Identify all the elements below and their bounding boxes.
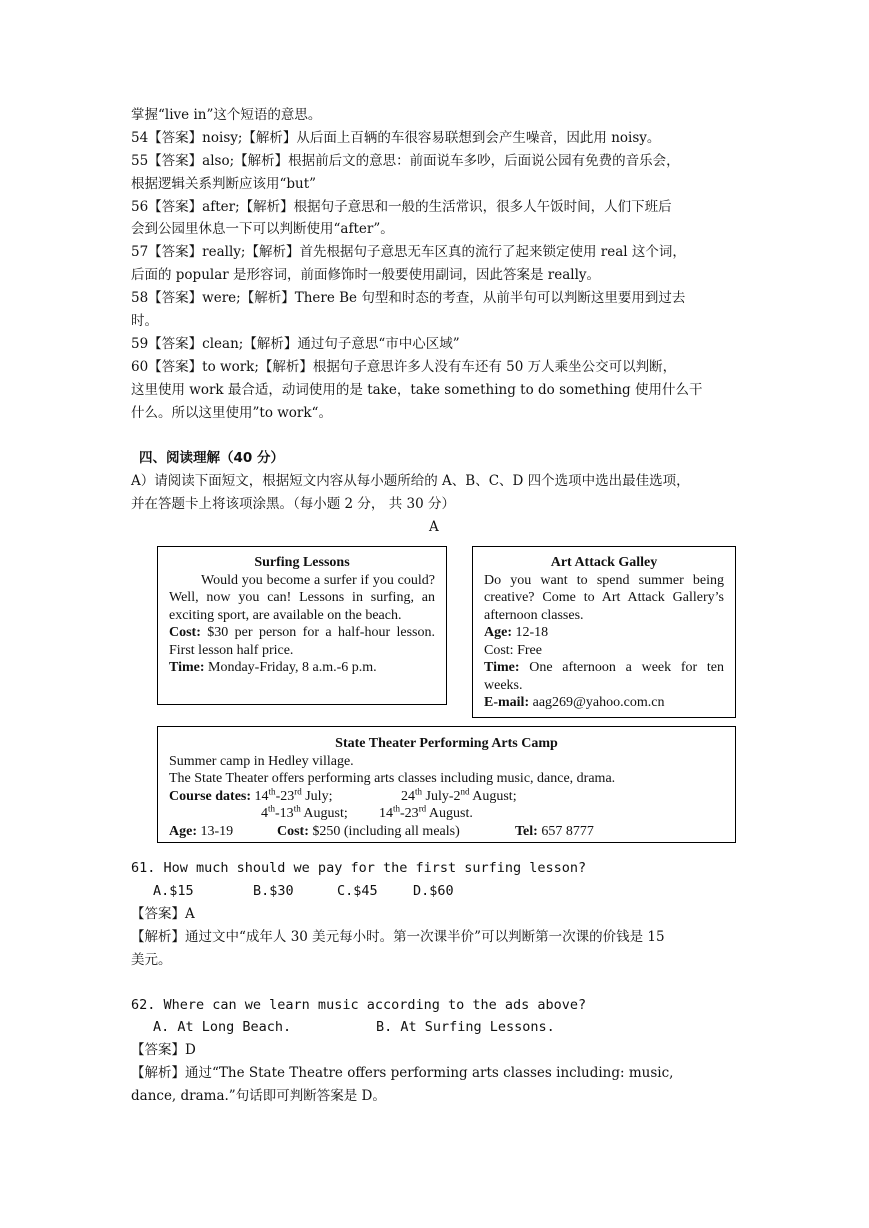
ad-age: Age: 12-18 [484,625,549,640]
text-line: 54【答案】noisy;【解析】从后面上百辆的车很容易联想到会产生噪音，因此用 noisy。 [131,130,661,146]
course-date: 4th-13th August; [261,803,348,821]
text-line: 57【答案】really;【解析】首先根据句子意思无车区真的流行了起来锁定使用 real 这个词， [131,244,686,260]
ad-body: Do you want to spend summer being creative? Come to Art Attack Gallery’s afternoon classes. [484,572,724,623]
answer-61: 【答案】A [131,906,195,922]
ad-surfing-lessons [157,546,447,705]
text-line: 掌握“live in”这个短语的意思。 [131,107,322,123]
analysis-62: dance, drama.”句话即可判断答案是 D。 [131,1088,386,1104]
text-line: 会到公园里休息一下可以判断使用“after”。 [131,221,394,237]
ad-title: State Theater Performing Arts Camp [335,736,558,751]
option-a: A. At Long Beach. [153,1019,292,1035]
passage-label: A [429,519,439,535]
ad-title: Surfing Lessons [254,555,350,570]
course-dates-row-1: Course dates: 14th-23rd July; 24th July-2nd August; [169,785,517,804]
ad-footer-row [169,823,724,841]
text-line: 这里使用 work 最合适，动词使用的是 take，take something to do something 使用什么干 [131,382,703,398]
text-line: 59【答案】clean;【解析】通过句子意思“市中心区域” [131,336,460,352]
answer-62: 【答案】D [131,1042,196,1058]
course-date: 24th July-2nd August; [401,785,517,804]
analysis-61: 美元。 [131,952,172,968]
option-c: C.$45 [337,883,378,899]
ad-age: Age: 13-19 [169,823,234,839]
ad-tel: Tel: 657 8777 [515,823,594,839]
course-date: 14th-23rd August. [379,803,473,821]
ad-art-attack-galley [472,546,736,718]
course-dates-row-2 [169,805,724,823]
option-b: B.$30 [253,883,294,899]
question-61: 61. How much should we pay for the first surfing lesson? [131,860,587,876]
text-line: 时。 [131,313,158,329]
ad-cost: Cost: Free [484,642,542,658]
question-62: 62. Where can we learn music according to the ads above? [131,997,587,1013]
ad-line: Summer camp in Hedley village. [169,753,354,769]
text-line: 根据逻辑关系判断应该用“but” [131,176,317,192]
text-line: 什么。所以这里使用”to work“。 [131,405,332,421]
ad-body: Would you become a surfer if you could? Well, now you can! Lessons in surfing, an exciting sport, are available on the beach. [169,572,435,623]
text-line: 后面的 popular 是形容词，前面修饰时一般要使用副词，因此答案是 really。 [131,267,601,283]
option-d: D.$60 [413,883,454,899]
text-line: 58【答案】were;【解析】There Be 句型和时态的考查，从前半句可以判断这里要用到过去 [131,290,686,306]
option-b: B. At Surfing Lessons. [376,1019,555,1035]
ad-cost: Cost: $250 (including all meals) [277,823,460,839]
option-a: A.$15 [153,883,194,899]
analysis-61: 【解析】通过文中“成年人 30 美元每小时。第一次课半价”可以判断第一次课的价钱是 15 [131,929,665,945]
text-line: 56【答案】after;【解析】根据句子意思和一般的生活常识，很多人午饭时间，人们下班后 [131,199,672,215]
ad-time: Time: One afternoon a week for ten weeks. [484,660,724,693]
text-line: 55【答案】also;【解析】根据前后文的意思：前面说车多吵，后面说公园有免费的音乐会， [131,153,680,169]
ad-state-theater [157,726,736,843]
text-line: 60【答案】to work;【解析】根据句子意思许多人没有车还有 50 万人乘坐公交可以判断， [131,359,677,375]
section-heading: 四、阅读理解（40 分） [139,450,284,466]
ad-line: The State Theater offers performing arts classes including music, dance, drama. [169,771,616,786]
ad-time: Time: Monday-Friday, 8 a.m.-6 p.m. [169,660,377,675]
ad-title: Art Attack Galley [550,555,658,570]
analysis-62: 【解析】通过“The State Theatre offers performing arts classes including: music, [131,1065,674,1081]
ad-email: E-mail: aag269@yahoo.com.cn [484,695,665,710]
ad-cost: Cost: $30 per person for a half-hour lesson. First lesson half price. [169,625,435,658]
instruction-line: A）请阅读下面短文，根据短文内容从每小题所给的 A、B、C、D 四个选项中选出最佳选项， [131,473,690,489]
instruction-line: 并在答题卡上将该项涂黑。（每小题 2 分， 共 30 分） [131,496,455,512]
